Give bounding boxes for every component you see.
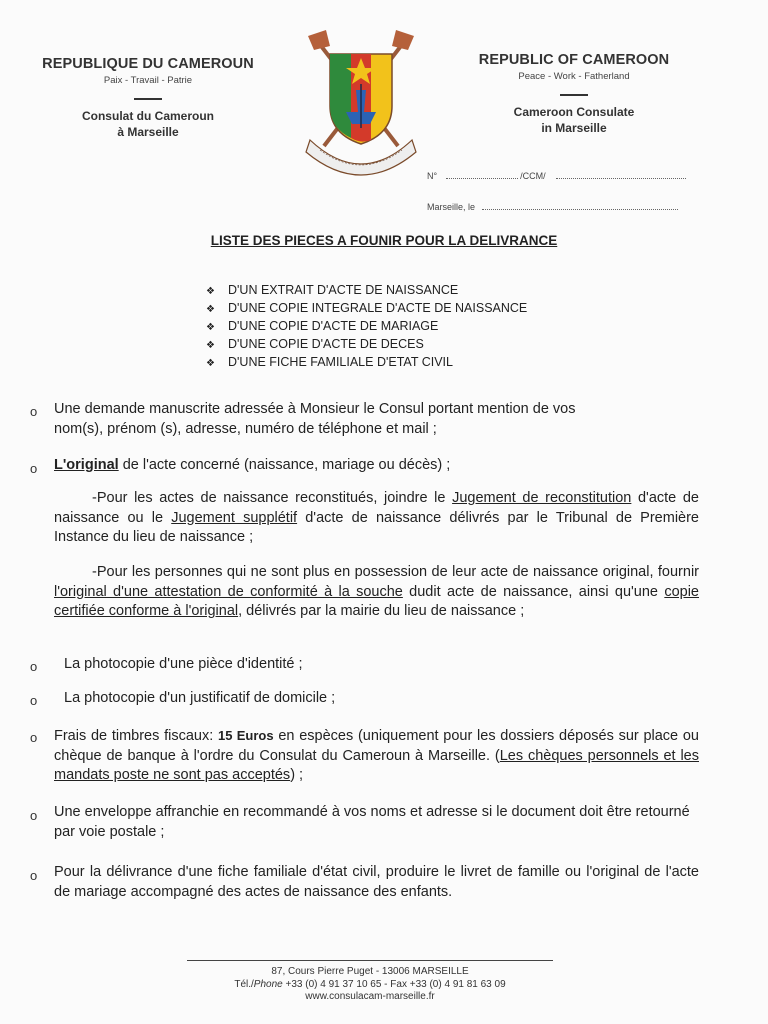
footer-phone-line: Tél./Phone +33 (0) 4 91 37 10 65 - Fax +33 (0) 4 91 81 63 09 [234,978,506,990]
consulate-line1-en: Cameroon Consulate [513,104,635,119]
blank-field [446,170,518,179]
header-divider [134,98,162,100]
requirement-reconstituted-acts: -Pour les actes de naissance reconstitués, joindre le Jugement de reconstitution d'acte de naissance ou le Jugement supplétif d'acte de naissance délivrés par le Tribunal de Première Instance du lieu de naissance ; [54,490,699,545]
coat-of-arms-emblem [300,28,422,178]
footer-address: 87, Cours Pierre Puget - 13006 MARSEILLE [271,966,469,977]
requirement-original-act: L'original de l'acte concerné (naissance, mariage ou décès) ; [54,457,451,473]
diamond-bullet-icon: ❖ [206,304,215,315]
footer [0,966,740,1004]
place-date-label: Marseille, le [427,202,476,212]
country-name-en: REPUBLIC OF CAMEROON [478,52,670,68]
list-item: ❖ D'UNE COPIE D'ACTE DE MARIAGE [206,318,527,336]
diamond-bullet-icon: ❖ [206,322,215,333]
blank-field [482,201,678,210]
circle-bullet-icon: o [30,693,38,708]
reference-number-label: N° [427,171,438,181]
consulate-line1-fr: Consulat du Cameroun [81,108,214,123]
reference-date-line [427,201,678,212]
diamond-bullet-icon: ❖ [206,358,215,369]
motto-en: Peace - Work - Fatherland [518,71,630,82]
list-item: ❖ D'UNE FICHE FAMILIALE D'ETAT CIVIL [206,354,527,372]
circle-bullet-icon: o [30,868,38,883]
requirement-id-copy: La photocopie d'une pièce d'identité ; [64,656,303,672]
diamond-bullet-icon: ❖ [206,340,215,351]
circle-bullet-icon: o [30,808,38,823]
requirement-proof-of-address: La photocopie d'un justificatif de domicile ; [64,690,336,706]
document-type-list [206,282,527,372]
list-item: ❖ D'UN EXTRAIT D'ACTE DE NAISSANCE [206,282,527,300]
reference-code: /CCM/ [520,171,546,181]
header-divider [560,94,588,96]
consulate-line2-en: in Marseille [541,120,607,135]
consulate-line2-fr: à Marseille [117,124,179,139]
circle-bullet-icon: o [30,659,38,674]
requirement-fiscal-stamps: Frais de timbres fiscaux: 15 Euros en espèces (uniquement pour les dossiers déposés sur place ou chèque de banque à l'ordre du Consulat du Cameroun à Marseille. (Les chèques personnels et les mandats poste ne sont pas acceptés) ; [54,728,699,783]
requirement-handwritten-request: Une demande manuscrite adressée à Monsieur le Consul portant mention de vos nom(s), prénom (s), adresse, numéro de téléphone et mail ; [54,401,576,437]
circle-bullet-icon: o [30,404,38,419]
header-right [458,52,690,136]
blank-field [556,170,686,179]
document-title: LISTE DES PIECES A FOUNIR POUR LA DELIVRANCE [210,233,558,248]
header-left [22,56,274,140]
circle-bullet-icon: o [30,461,38,476]
motto-fr: Paix - Travail - Patrie [103,75,193,86]
requirement-stamped-envelope: Une enveloppe affranchie en recommandé à vos noms et adresse si le document doit être retourné par voie postale ; [54,804,690,840]
diamond-bullet-icon: ❖ [206,286,215,297]
country-name-fr: REPUBLIQUE DU CAMEROUN [42,56,254,72]
reference-number-line [427,170,686,181]
requirement-family-record: Pour la délivrance d'une fiche familiale d'état civil, produire le livret de famille ou l'original de l'acte de mariage accompagné des actes de naissance des enfants. [54,864,699,900]
footer-website: www.consulacam-marseille.fr [305,991,435,1002]
footer-divider [187,960,553,961]
list-item: ❖ D'UNE COPIE INTEGRALE D'ACTE DE NAISSANCE [206,300,527,318]
list-item: ❖ D'UNE COPIE D'ACTE DE DECES [206,336,527,354]
circle-bullet-icon: o [30,730,38,745]
requirement-conformity-attestation: -Pour les personnes qui ne sont plus en possession de leur acte de naissance original, fournir l'original d'une attestation de conformité à la souche dudit acte de naissance, ainsi qu'une copie certifiée conforme à l'original, délivrés par la mairie du lieu de naissance ; [54,564,699,619]
